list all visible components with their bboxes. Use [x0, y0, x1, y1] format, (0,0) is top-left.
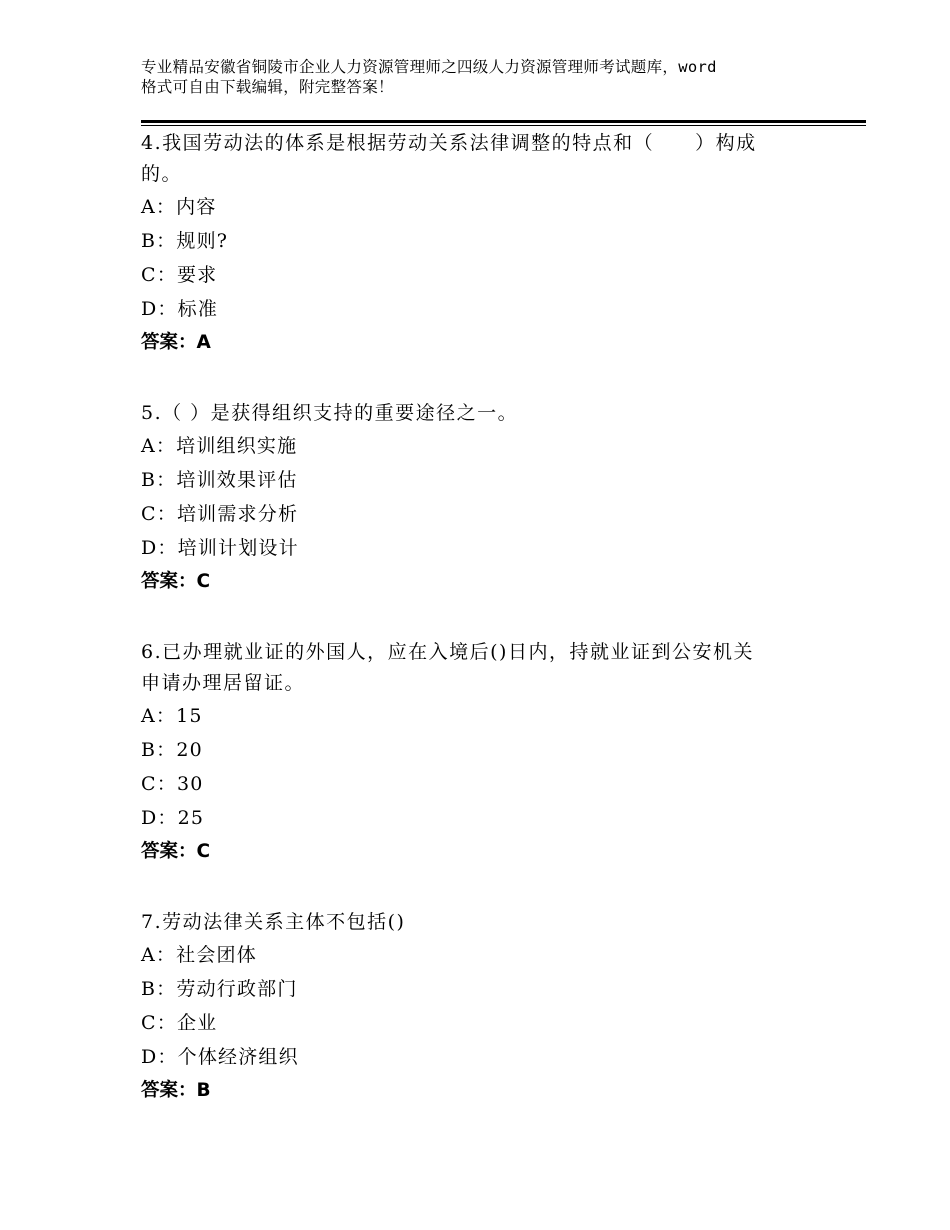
option-c: C：要求: [141, 264, 218, 286]
option-a: A：内容: [141, 196, 217, 218]
option-d: D：25: [141, 807, 205, 829]
option-d: D：培训计划设计: [141, 537, 299, 559]
option-b: B：20: [141, 739, 203, 761]
answer-line: 答案：C: [141, 841, 211, 862]
option-b: B：规则?: [141, 230, 229, 252]
question-text-line-1: 6.已办理就业证的外国人，应在入境后()日内，持就业证到公安机关: [141, 641, 754, 663]
question-5: [141, 398, 821, 599]
question-text-line-2: 申请办理居留证。: [141, 672, 306, 694]
answer-line: 答案：C: [141, 571, 211, 592]
header-rule-thin: [141, 125, 866, 126]
question-6: [141, 637, 821, 869]
option-c: C：企业: [141, 1012, 218, 1034]
option-a: A：15: [141, 705, 203, 727]
header-line-2: 格式可自由下载编辑，附完整答案！: [141, 78, 394, 96]
option-d: D：标准: [141, 298, 219, 320]
option-c: C：30: [141, 773, 204, 795]
question-7: [141, 907, 821, 1108]
question-text-line-2: 的。: [141, 163, 183, 185]
option-b: B：劳动行政部门: [141, 978, 298, 1000]
option-b: B：培训效果评估: [141, 469, 298, 491]
question-4: [141, 128, 821, 360]
option-a: A：培训组织实施: [141, 435, 298, 457]
question-text-line-1: 4.我国劳动法的体系是根据劳动关系法律调整的特点和（ ）构成: [141, 132, 757, 154]
header-rule-thick: [141, 120, 866, 123]
document-header: [141, 57, 841, 97]
question-list: [141, 128, 821, 1146]
question-text-line-1: 5.（ ）是获得组织支持的重要途径之一。: [141, 402, 519, 424]
option-a: A：社会团体: [141, 944, 257, 966]
option-d: D：个体经济组织: [141, 1046, 299, 1068]
option-c: C：培训需求分析: [141, 503, 299, 525]
question-text-line-1: 7.劳动法律关系主体不包括(): [141, 911, 406, 933]
answer-line: 答案：A: [141, 332, 211, 353]
answer-line: 答案：B: [141, 1080, 211, 1101]
header-line-1: 专业精品安徽省铜陵市企业人力资源管理师之四级人力资源管理师考试题库，word: [141, 58, 717, 76]
